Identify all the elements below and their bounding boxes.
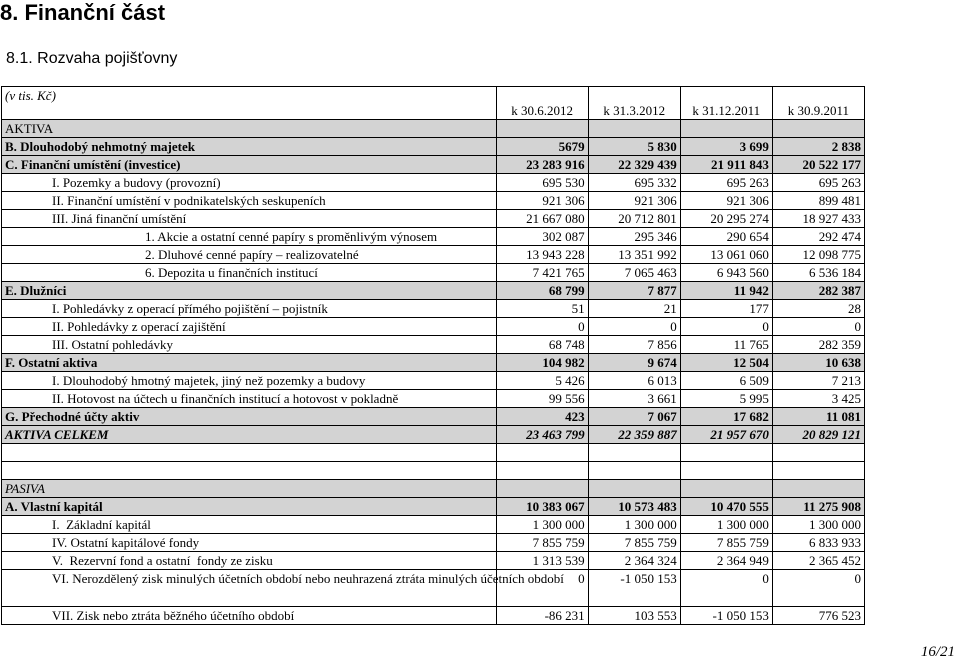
cell-value: 23 463 799 — [496, 426, 588, 444]
cell-value: 776 523 — [772, 607, 864, 625]
unit-label: (v tis. Kč) — [2, 87, 497, 120]
cell-value: 13 061 060 — [680, 246, 772, 264]
cell-value: 695 263 — [680, 174, 772, 192]
row-label: III. Ostatní pohledávky — [2, 336, 497, 354]
cell-value: 6 943 560 — [680, 264, 772, 282]
cell-value: 0 — [772, 570, 864, 607]
table-row — [2, 354, 865, 372]
cell-value: 13 351 992 — [588, 246, 680, 264]
cell-value: 9 674 — [588, 354, 680, 372]
row-label: VI. Nerozdělený zisk minulých účetních období nebo neuhrazená ztráta minulých účetních období — [2, 570, 497, 607]
pasiva-section-row — [2, 480, 865, 498]
cell-value: 1 300 000 — [496, 516, 588, 534]
cell-value: 7 855 759 — [496, 534, 588, 552]
cell-value: 21 911 843 — [680, 156, 772, 174]
table-row — [2, 156, 865, 174]
cell-value: 7 421 765 — [496, 264, 588, 282]
row-label: I. Pozemky a budovy (provozní) — [2, 174, 497, 192]
cell-value: 11 942 — [680, 282, 772, 300]
table-row — [2, 318, 865, 336]
page-number: 16/21 — [920, 644, 955, 660]
row-label: E. Dlužníci — [2, 282, 497, 300]
row-label: VII. Zisk nebo ztráta běžného účetního období — [2, 607, 497, 625]
cell-value: 10 470 555 — [680, 498, 772, 516]
cell-value: 7 067 — [588, 408, 680, 426]
total-row — [2, 426, 865, 444]
column-header: k 31.12.2011 — [680, 87, 772, 120]
cell-value: 6 509 — [680, 372, 772, 390]
spacer-row — [2, 462, 865, 480]
cell-value: 921 306 — [496, 192, 588, 210]
cell-value: 12 098 775 — [772, 246, 864, 264]
column-header: k 30.6.2012 — [496, 87, 588, 120]
cell-value: 6 833 933 — [772, 534, 864, 552]
cell-value: 2 838 — [772, 138, 864, 156]
row-label: G. Přechodné účty aktiv — [2, 408, 497, 426]
aktiva-section-row — [2, 120, 865, 138]
cell-value: 921 306 — [588, 192, 680, 210]
cell-value: 3 699 — [680, 138, 772, 156]
row-label: 6. Depozita u finančních institucí — [2, 264, 497, 282]
cell-value: 104 982 — [496, 354, 588, 372]
cell-value: 6 536 184 — [772, 264, 864, 282]
cell-value: 423 — [496, 408, 588, 426]
table-row — [2, 372, 865, 390]
header-row — [2, 87, 865, 120]
row-label: 1. Akcie a ostatní cenné papíry s proměnlivým výnosem — [2, 228, 497, 246]
cell-value: 5 426 — [496, 372, 588, 390]
cell-value: 2 365 452 — [772, 552, 864, 570]
cell-value: 0 — [772, 318, 864, 336]
cell-value: 28 — [772, 300, 864, 318]
row-label: II. Pohledávky z operací zajištění — [2, 318, 497, 336]
cell-value: 103 553 — [588, 607, 680, 625]
cell-value: 177 — [680, 300, 772, 318]
table-row — [2, 192, 865, 210]
table-row — [2, 228, 865, 246]
cell-value: 1 313 539 — [496, 552, 588, 570]
aktiva-section-label: AKTIVA — [2, 120, 497, 138]
cell-value: 22 359 887 — [588, 426, 680, 444]
table-row — [2, 174, 865, 192]
cell-value: 2 364 324 — [588, 552, 680, 570]
cell-value: 10 573 483 — [588, 498, 680, 516]
table-row — [2, 552, 865, 570]
cell-value: 20 712 801 — [588, 210, 680, 228]
spacer-row — [2, 444, 865, 462]
cell-value: 13 943 228 — [496, 246, 588, 264]
cell-value: 2 364 949 — [680, 552, 772, 570]
section-title: 8.1. Rozvaha pojišťovny — [6, 50, 178, 67]
table-row — [2, 246, 865, 264]
row-label: 2. Dluhové cenné papíry – realizovatelné — [2, 246, 497, 264]
table-row — [2, 282, 865, 300]
cell-value: 20 295 274 — [680, 210, 772, 228]
table-row — [2, 264, 865, 282]
row-label: V. Rezervní fond a ostatní fondy ze zisku — [2, 552, 497, 570]
table-row — [2, 570, 865, 607]
cell-value: 7 065 463 — [588, 264, 680, 282]
cell-value: 302 087 — [496, 228, 588, 246]
cell-value: -86 231 — [496, 607, 588, 625]
cell-value: 21 957 670 — [680, 426, 772, 444]
column-header: k 31.3.2012 — [588, 87, 680, 120]
cell-value: 7 855 759 — [680, 534, 772, 552]
cell-value: 0 — [680, 318, 772, 336]
cell-value: 0 — [588, 318, 680, 336]
column-header: k 30.9.2011 — [772, 87, 864, 120]
cell-value: 290 654 — [680, 228, 772, 246]
row-label: C. Finanční umístění (investice) — [2, 156, 497, 174]
table-row — [2, 390, 865, 408]
cell-value: 12 504 — [680, 354, 772, 372]
row-label: F. Ostatní aktiva — [2, 354, 497, 372]
table-row — [2, 408, 865, 426]
cell-value: 899 481 — [772, 192, 864, 210]
cell-value: 282 359 — [772, 336, 864, 354]
cell-value: 7 856 — [588, 336, 680, 354]
cell-value: 695 263 — [772, 174, 864, 192]
cell-value: 51 — [496, 300, 588, 318]
cell-value: 0 — [496, 570, 588, 607]
cell-value: 1 300 000 — [588, 516, 680, 534]
cell-value: -1 050 153 — [680, 607, 772, 625]
cell-value: 10 383 067 — [496, 498, 588, 516]
cell-value: 20 522 177 — [772, 156, 864, 174]
cell-value: 21 667 080 — [496, 210, 588, 228]
cell-value: 17 682 — [680, 408, 772, 426]
cell-value: 695 530 — [496, 174, 588, 192]
row-label: AKTIVA CELKEM — [2, 426, 497, 444]
row-label: II. Finanční umístění v podnikatelských seskupeních — [2, 192, 497, 210]
table-row — [2, 300, 865, 318]
cell-value: 7 855 759 — [588, 534, 680, 552]
cell-value: 11 081 — [772, 408, 864, 426]
cell-value: 7 213 — [772, 372, 864, 390]
row-label: IV. Ostatní kapitálové fondy — [2, 534, 497, 552]
table-row — [2, 336, 865, 354]
table-row — [2, 607, 865, 625]
cell-value: 99 556 — [496, 390, 588, 408]
cell-value: 292 474 — [772, 228, 864, 246]
balance-sheet-table — [1, 86, 865, 625]
row-label: III. Jiná finanční umístění — [2, 210, 497, 228]
cell-value: 11 275 908 — [772, 498, 864, 516]
cell-value: 0 — [680, 570, 772, 607]
cell-value: 11 765 — [680, 336, 772, 354]
cell-value: 10 638 — [772, 354, 864, 372]
table-row — [2, 534, 865, 552]
cell-value: 3 661 — [588, 390, 680, 408]
cell-value: 20 829 121 — [772, 426, 864, 444]
cell-value: 23 283 916 — [496, 156, 588, 174]
page-title: 8. Finanční část — [0, 0, 166, 25]
cell-value: 5 995 — [680, 390, 772, 408]
cell-value: 921 306 — [680, 192, 772, 210]
row-label: II. Hotovost na účtech u finančních institucí a hotovost v pokladně — [2, 390, 497, 408]
cell-value: 5679 — [496, 138, 588, 156]
row-label: I. Pohledávky z operací přímého pojištění – pojistník — [2, 300, 497, 318]
cell-value: 68 748 — [496, 336, 588, 354]
cell-value: 695 332 — [588, 174, 680, 192]
cell-value: -1 050 153 — [588, 570, 680, 607]
cell-value: 295 346 — [588, 228, 680, 246]
cell-value: 6 013 — [588, 372, 680, 390]
pasiva-section-label: PASIVA — [2, 480, 497, 498]
cell-value: 1 300 000 — [772, 516, 864, 534]
cell-value: 7 877 — [588, 282, 680, 300]
table-row — [2, 210, 865, 228]
cell-value: 0 — [496, 318, 588, 336]
cell-value: 18 927 433 — [772, 210, 864, 228]
cell-value: 21 — [588, 300, 680, 318]
cell-value: 68 799 — [496, 282, 588, 300]
cell-value: 5 830 — [588, 138, 680, 156]
row-label: I. Dlouhodobý hmotný majetek, jiný než pozemky a budovy — [2, 372, 497, 390]
cell-value: 1 300 000 — [680, 516, 772, 534]
row-label: B. Dlouhodobý nehmotný majetek — [2, 138, 497, 156]
cell-value: 282 387 — [772, 282, 864, 300]
cell-value: 3 425 — [772, 390, 864, 408]
row-label: A. Vlastní kapitál — [2, 498, 497, 516]
table-row — [2, 138, 865, 156]
cell-value: 22 329 439 — [588, 156, 680, 174]
table-row — [2, 516, 865, 534]
row-label: I. Základní kapitál — [2, 516, 497, 534]
table-row — [2, 498, 865, 516]
